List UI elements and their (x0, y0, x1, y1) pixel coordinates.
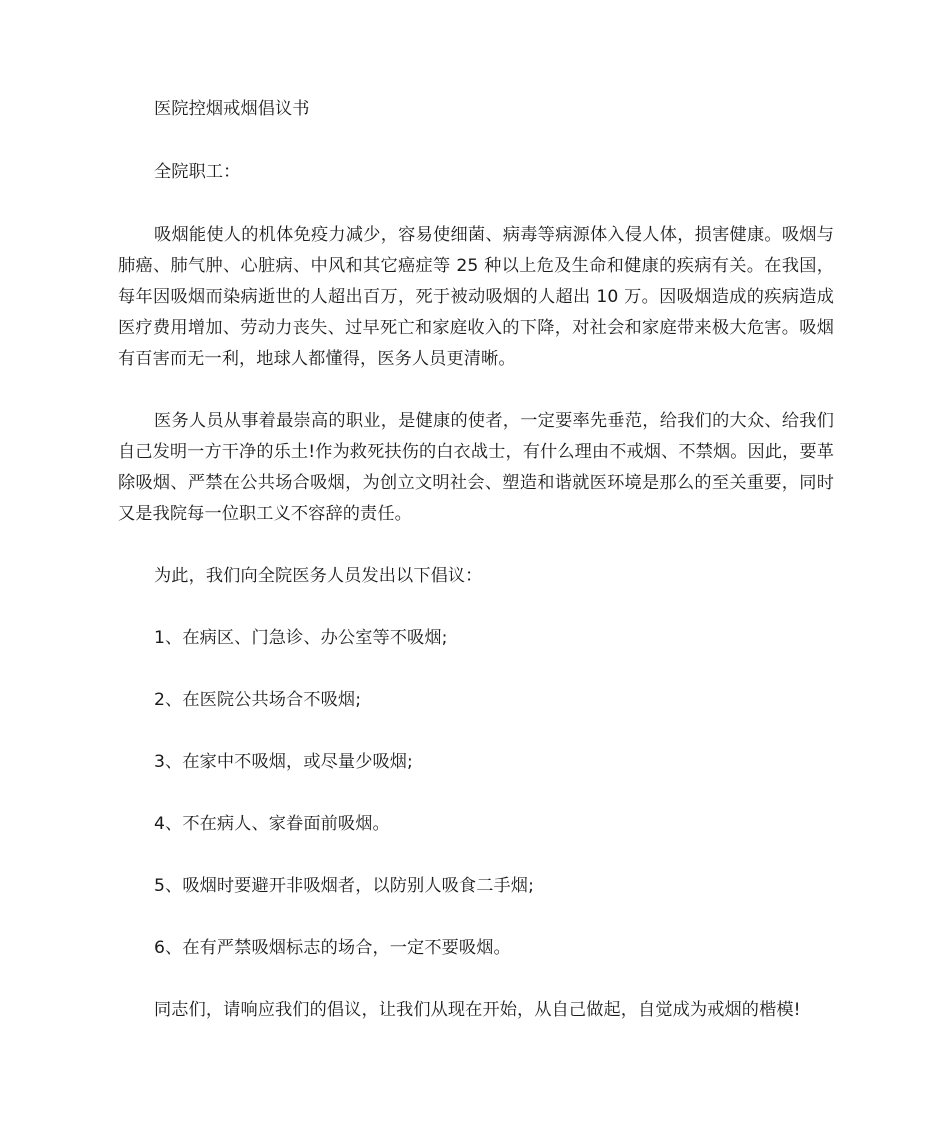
list-item: 6、在有严禁吸烟标志的场合，一定不要吸烟。 (154, 938, 511, 958)
list-item: 1、在病区、门急诊、办公室等不吸烟; (154, 628, 448, 648)
body-paragraph-3: 为此，我们向全院医务人员发出以下倡议： (154, 566, 483, 586)
document-page (118, 94, 834, 1026)
body-paragraph-2: 医务人员从事着最崇高的职业，是健康的使者，一定要率先垂范，给我们的大众、给我们自己发明一方干净的乐土!作为救死扶伤的白衣战士，有什么理由不戒烟、不禁烟。因此，要革除吸烟、严禁在公共场合吸烟，为创立文明社会、塑造和谐就医环境是那么的至关重要，同时又是我院每一位职工义不容辞的责任。 (118, 411, 834, 524)
list-item: 5、吸烟时要避开非吸烟者，以防别人吸食二手烟; (154, 876, 534, 896)
salutation: 全院职工： (154, 162, 241, 182)
list-item: 4、不在病人、家眷面前吸烟。 (154, 814, 390, 834)
document-title: 医院控烟戒烟倡议书 (154, 99, 310, 119)
list-item: 3、在家中不吸烟，或尽量少吸烟; (154, 752, 413, 772)
body-paragraph-1: 吸烟能使人的机体免疫力减少，容易使细菌、病毒等病源体入侵人体，损害健康。吸烟与肺癌、肺气肿、心脏病、中风和其它癌症等 25 种以上危及生命和健康的疾病有关。在我国，每年因吸烟而染病逝世的人超出百万，死于被动吸烟的人超出 10 万。因吸烟造成的疾病造成医疗费用增加、劳动力丧失、过早死亡和家庭收入的下降，对社会和家庭带来极大危害。吸烟有百害而无一利，地球人都懂得，医务人员更清晰。 (118, 225, 834, 369)
closing-paragraph: 同志们，请响应我们的倡议，让我们从现在开始，从自己做起，自觉成为戒烟的楷模! (154, 1000, 801, 1020)
list-item: 2、在医院公共场合不吸烟; (154, 690, 362, 710)
